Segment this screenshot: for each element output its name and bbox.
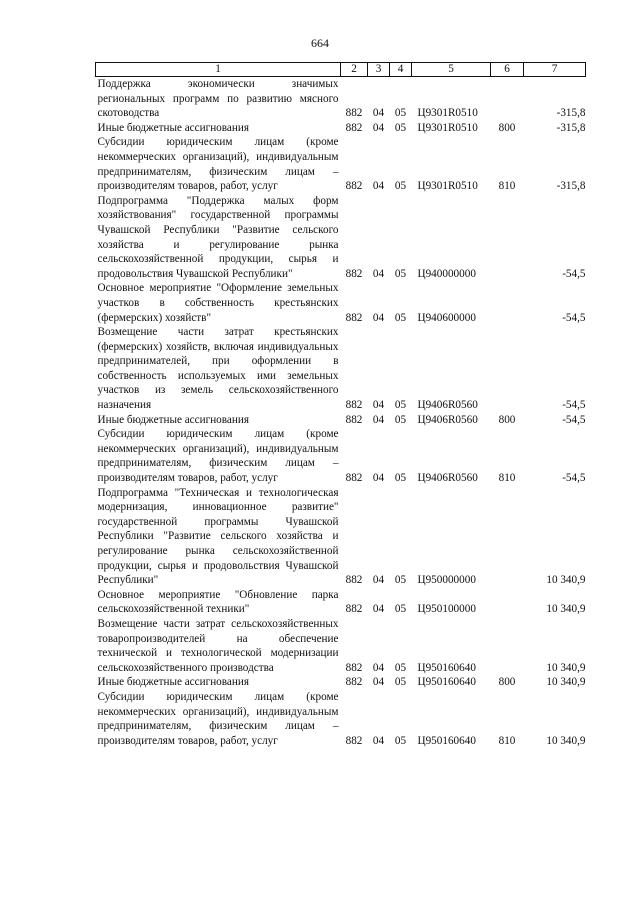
row-expense-type [491, 281, 524, 325]
table-row [96, 121, 586, 136]
table-row [96, 486, 586, 588]
row-subsection-code: 05 [394, 574, 407, 587]
row-ministry-code: 882 [345, 661, 363, 674]
row-section-code: 04 [372, 180, 385, 193]
row-target-article: Ц9406R0560 [417, 472, 478, 485]
row-target-article: Ц9406R0560 [417, 399, 478, 412]
row-name: Основное мероприятие "Оформление земельных участков в собственность крестьянских (фермерских) хозяйств" [97, 282, 339, 324]
row-name: Подпрограмма "Техническая и технологическая модернизация, инновационное развитие" государственной программы Чувашской Республики "Развитие сельского хозяйства и регулирование рынка сельскохозяйственной продукции, сырья и продовольствия Чувашской Республики" [97, 486, 339, 587]
row-name: Иные бюджетные ассигнования [97, 676, 249, 689]
row-amount: -54,5 [562, 399, 586, 412]
row-ministry-code: 882 [345, 413, 363, 426]
row-amount: -54,5 [562, 472, 586, 485]
row-expense-type [491, 486, 524, 588]
row-amount: -315,8 [556, 180, 586, 193]
row-section-code: 04 [372, 603, 385, 616]
row-section-code: 04 [372, 413, 385, 426]
row-subsection-code: 05 [394, 603, 407, 616]
row-name: Основное мероприятие "Обновление парка сельскохозяйственной техники" [97, 588, 339, 616]
row-expense-type [491, 588, 524, 617]
budget-table [95, 62, 586, 748]
row-ministry-code: 882 [345, 180, 363, 193]
row-ministry-code: 882 [345, 107, 363, 120]
table-row [96, 135, 586, 193]
table-row [96, 427, 586, 485]
row-target-article: Ц9301R0510 [417, 107, 478, 120]
row-expense-type [491, 617, 524, 675]
row-subsection-code: 05 [394, 413, 407, 426]
row-section-code: 04 [372, 107, 385, 120]
row-amount: -54,5 [562, 267, 586, 280]
row-ministry-code: 882 [345, 676, 363, 689]
header-col-6: 6 [491, 63, 524, 77]
row-target-article: Ц950160640 [417, 661, 476, 674]
row-ministry-code: 882 [345, 399, 363, 412]
row-amount: 10 340,9 [546, 676, 586, 689]
header-col-2: 2 [341, 63, 368, 77]
row-expense-type: 810 [498, 180, 516, 193]
table-header [96, 63, 586, 77]
row-target-article: Ц950160640 [417, 734, 476, 747]
row-subsection-code: 05 [394, 121, 407, 134]
row-subsection-code: 05 [394, 472, 407, 485]
table-row [96, 413, 586, 428]
row-subsection-code: 05 [394, 734, 407, 747]
row-name: Подпрограмма "Поддержка малых форм хозяйствования" государственной программы Чувашской Республики "Развитие сельского хозяйства и регулирование рынка сельскохозяйственной продукции, сырья и продовольствия Чувашской Республики" [97, 194, 339, 280]
row-section-code: 04 [372, 734, 385, 747]
table-row [96, 194, 586, 282]
table-row [96, 588, 586, 617]
row-amount: -54,5 [562, 311, 586, 324]
row-target-article: Ц950160640 [417, 676, 476, 689]
row-subsection-code: 05 [394, 267, 407, 280]
row-name: Субсидии юридическим лицам (кроме некоммерческих организаций), индивидуальным предпринимателям, физическим лицам – производителям товаров, работ, услуг [97, 690, 339, 747]
table-body [96, 77, 586, 749]
header-col-3: 3 [368, 63, 390, 77]
row-subsection-code: 05 [394, 311, 407, 324]
row-section-code: 04 [372, 676, 385, 689]
row-amount: -315,8 [556, 107, 586, 120]
row-name: Субсидии юридическим лицам (кроме некоммерческих организаций), индивидуальным предпринимателям, физическим лицам – производителям товаров, работ, услуг [97, 136, 339, 193]
row-amount: 10 340,9 [546, 661, 586, 674]
row-amount: 10 340,9 [546, 603, 586, 616]
row-ministry-code: 882 [345, 267, 363, 280]
row-name: Поддержка экономически значимых региональных программ по развитию мясного скотоводства [97, 78, 339, 120]
row-name: Субсидии юридическим лицам (кроме некоммерческих организаций), индивидуальным предпринимателям, физическим лицам – производителям товаров, работ, услуг [97, 428, 339, 485]
row-amount: 10 340,9 [546, 734, 586, 747]
header-col-4: 4 [390, 63, 412, 77]
row-expense-type [491, 194, 524, 282]
row-subsection-code: 05 [394, 107, 407, 120]
row-ministry-code: 882 [345, 603, 363, 616]
row-ministry-code: 882 [345, 121, 363, 134]
row-ministry-code: 882 [345, 311, 363, 324]
row-expense-type: 810 [498, 472, 516, 485]
row-ministry-code: 882 [345, 472, 363, 485]
row-subsection-code: 05 [394, 399, 407, 412]
table-row [96, 325, 586, 413]
row-target-article: Ц9301R0510 [417, 121, 478, 134]
row-name: Иные бюджетные ассигнования [97, 121, 249, 134]
row-section-code: 04 [372, 311, 385, 324]
row-name: Возмещение части затрат крестьянских (фермерских) хозяйств, включая индивидуальных предпринимателей, при оформлении в собственность используемых ими земельных участков из земель сельскохозяйственного назначения [97, 326, 339, 412]
page-number: 664 [311, 36, 329, 50]
table-row [96, 617, 586, 675]
row-target-article: Ц9301R0510 [417, 180, 478, 193]
row-section-code: 04 [372, 574, 385, 587]
row-expense-type [491, 325, 524, 413]
row-amount: 10 340,9 [546, 574, 586, 587]
row-target-article: Ц950100000 [417, 603, 476, 616]
row-section-code: 04 [372, 661, 385, 674]
row-amount: -315,8 [556, 121, 586, 134]
table-row [96, 690, 586, 748]
row-ministry-code: 882 [345, 574, 363, 587]
row-section-code: 04 [372, 121, 385, 134]
row-subsection-code: 05 [394, 661, 407, 674]
header-col-1: 1 [96, 63, 341, 77]
row-target-article: Ц940000000 [417, 267, 476, 280]
table-row [96, 77, 586, 121]
row-expense-type: 800 [498, 413, 516, 426]
row-name: Иные бюджетные ассигнования [97, 413, 249, 426]
row-expense-type: 800 [498, 676, 516, 689]
row-section-code: 04 [372, 472, 385, 485]
row-target-article: Ц940600000 [417, 311, 476, 324]
row-section-code: 04 [372, 399, 385, 412]
table-row [96, 675, 586, 690]
header-col-7: 7 [524, 63, 586, 77]
row-target-article: Ц950000000 [417, 574, 476, 587]
row-name: Возмещение части затрат сельскохозяйственных товаропроизводителей на обеспечение технической и технологической модернизации сельскохозяйственного производства [97, 617, 339, 674]
row-ministry-code: 882 [345, 734, 363, 747]
row-target-article: Ц9406R0560 [417, 413, 478, 426]
table-row [96, 281, 586, 325]
row-expense-type: 810 [498, 734, 516, 747]
header-col-5: 5 [412, 63, 491, 77]
row-expense-type [491, 77, 524, 121]
row-subsection-code: 05 [394, 180, 407, 193]
row-expense-type: 800 [498, 121, 516, 134]
row-subsection-code: 05 [394, 676, 407, 689]
row-section-code: 04 [372, 267, 385, 280]
row-amount: -54,5 [562, 413, 586, 426]
